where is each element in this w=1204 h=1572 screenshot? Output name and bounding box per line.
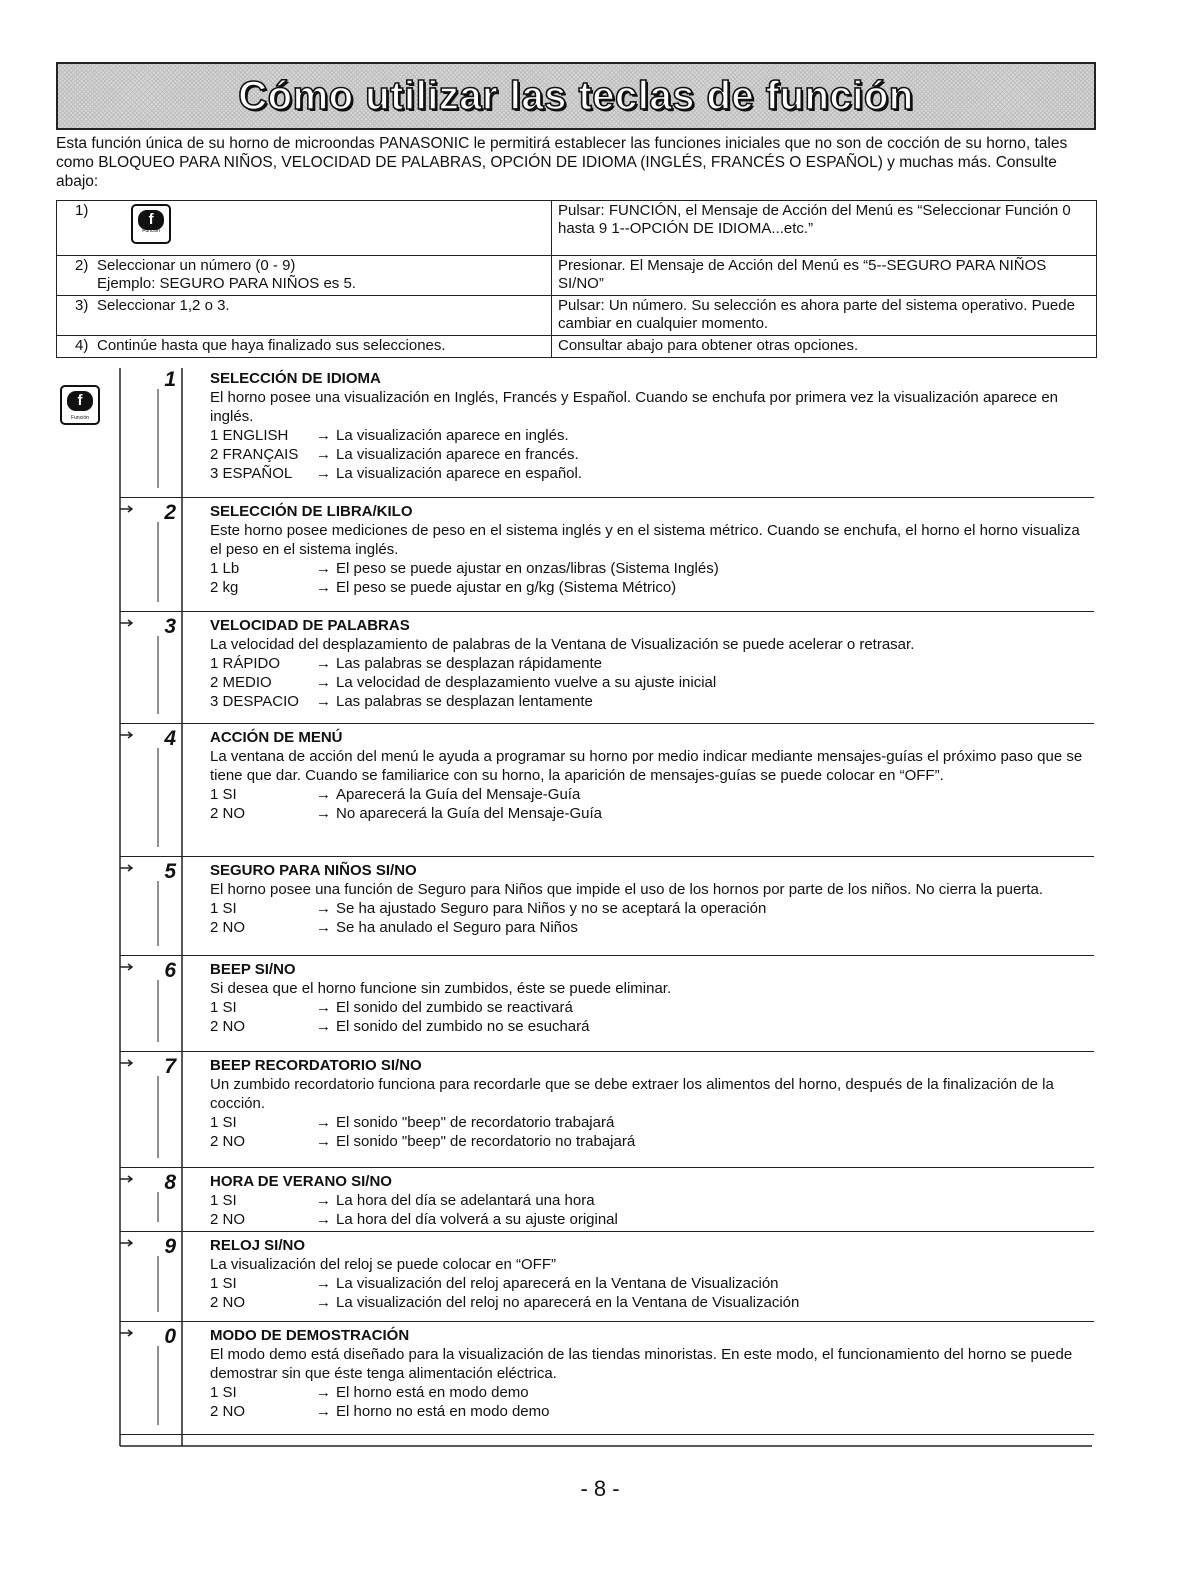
choice-row [210,804,1094,823]
option-description: Este horno posee mediciones de peso en el sistema inglés y en el sistema métrico. Cuando se enchufa, el horno el horno visualiza el peso en el sistema inglés. [210,522,1080,558]
choice-text: La visualización del reloj no aparecerá en la Ventana de Visualización [336,1294,800,1311]
choice-row [210,998,1094,1017]
option-description: La velocidad del desplazamiento de palabras de la Ventana de Visualización se puede acelerar o retrasar. [210,636,915,653]
arrow-icon: → [316,465,331,482]
choice-row [210,464,1094,483]
arrow-icon: → [316,805,331,822]
option-title: SELECCIÓN DE IDIOMA [210,370,381,387]
option-block [120,498,1094,612]
choice-text: El peso se puede ajustar en onzas/libras (Sistema Inglés) [336,560,719,577]
choice-row [210,899,1094,918]
arrow-icon: → [316,919,331,936]
choice-key: 1 SI [210,786,237,803]
choice-key: 2 NO [210,919,246,936]
option-number: 9 [164,1235,176,1258]
choice-text: La velocidad de desplazamiento vuelve a su ajuste inicial [336,674,717,691]
option-body [210,365,1094,483]
choice-text: La hora del día volverá a su ajuste original [336,1211,618,1228]
function-key-label: Función [142,228,161,234]
intro-paragraph: Esta función única de su horno de microondas PANASONIC le permitirá establecer las funciones iniciales que no son de cocción de su horno, tales como BLOQUEO PARA NIÑOS, VELOCIDAD DE PALABRAS, OPCIÓN DE IDIOMA (INGLÉS, FRANCÉS O ESPAÑOL) y muchas más. Consulte abajo: [56,135,1068,190]
option-number: 0 [164,1325,176,1348]
choice-text: La visualización aparece en inglés. [336,427,569,444]
choice-key: 1 SI [210,999,237,1016]
option-block [120,612,1094,724]
function-key-label: Función [71,415,89,421]
choice-row [210,918,1094,937]
option-title: RELOJ SI/NO [210,1237,306,1254]
step-number: 3) [75,297,89,314]
option-block [120,1322,1094,1435]
choice-text: El sonido del zumbido se reactivará [336,999,573,1016]
option-body [210,724,1094,823]
option-body [210,612,1094,711]
option-title: HORA DE VERANO SI/NO [210,1173,392,1190]
option-number: 3 [164,615,176,638]
step-right-cell: Consultar abajo para obtener otras opciones. [552,336,1097,358]
option-body [210,1232,1094,1312]
arrow-icon: → [316,1403,331,1420]
choice-text: El sonido del zumbido no se esuchará [336,1018,590,1035]
choice-text: El horno no está en modo demo [336,1403,550,1420]
function-key-glyph: f [138,210,164,230]
option-body [210,1168,1094,1229]
page-title: Cómo utilizar las teclas de función [238,73,914,118]
option-body [210,498,1094,597]
choice-key: 1 RÁPIDO [210,655,281,672]
arrow-icon: → [316,1384,331,1401]
step-instruction: Continúe hasta que haya finalizado sus selecciones. [97,337,446,354]
option-title: SEGURO PARA NIÑOS SI/NO [210,862,417,879]
choice-row [210,426,1094,445]
arrow-icon: → [316,674,331,691]
choice-row [210,559,1094,578]
option-block [120,956,1094,1052]
options-list [120,365,1094,1435]
arrow-icon: → [316,900,331,917]
arrow-icon: → [316,693,331,710]
choice-key: 3 DESPACIO [210,693,299,710]
choice-text: La visualización aparece en francés. [336,446,579,463]
arrow-icon: → [316,1275,331,1292]
step-number: 4) [75,337,89,354]
option-title: MODO DE DEMOSTRACIÓN [210,1327,410,1344]
choice-key: 1 ENGLISH [210,427,289,444]
option-description: Si desea que el horno funcione sin zumbidos, éste se puede eliminar. [210,980,672,997]
choice-key: 1 Lb [210,560,240,577]
choice-row [210,1113,1094,1132]
choice-text: Se ha ajustado Seguro para Niños y no se aceptará la operación [336,900,767,917]
option-number: 8 [164,1171,176,1194]
arrow-icon: → [316,560,331,577]
option-body [210,1052,1094,1151]
choice-row [210,1132,1094,1151]
choice-text: El peso se puede ajustar en g/kg (Sistema Métrico) [336,579,677,596]
option-description: El modo demo está diseñado para la visualización de las tiendas minoristas. En este modo, el funcionamiento del horno se puede demostrar sin que éste tenga alimentación eléctrica. [210,1346,1073,1382]
arrow-icon: → [316,579,331,596]
choice-row [210,785,1094,804]
arrow-icon: → [316,655,331,672]
option-block [120,1168,1094,1232]
option-title: BEEP SI/NO [210,961,296,978]
choice-key: 2 NO [210,1018,246,1035]
choice-row [210,1210,1094,1229]
option-number: 7 [164,1055,176,1078]
choice-key: 2 NO [210,1403,246,1420]
choice-text: El sonido "beep" de recordatorio no trabajará [336,1133,636,1150]
option-title: BEEP RECORDATORIO SI/NO [210,1057,422,1074]
arrow-icon: → [316,427,331,444]
choice-key: 2 NO [210,1294,246,1311]
arrow-icon: → [316,446,331,463]
choice-row [210,1191,1094,1210]
choice-key: 2 MEDIO [210,674,272,691]
choice-text: Las palabras se desplazan lentamente [336,693,593,710]
choice-row [210,1017,1094,1036]
option-number: 4 [164,727,176,750]
choice-text: El horno está en modo demo [336,1384,529,1401]
arrow-icon: → [316,1114,331,1131]
choice-key: 3 ESPAÑOL [210,465,293,482]
arrow-icon: → [316,1211,331,1228]
option-description: La visualización del reloj se puede colocar en “OFF” [210,1256,557,1273]
option-title: VELOCIDAD DE PALABRAS [210,617,410,634]
step-instruction: Seleccionar 1,2 o 3. [97,297,230,314]
option-body [210,857,1094,937]
choice-row [210,578,1094,597]
arrow-icon: → [316,1133,331,1150]
choice-text: El sonido "beep" de recordatorio trabajará [336,1114,615,1131]
step-right-cell: Pulsar: Un número. Su selección es ahora parte del sistema operativo. Puede cambiar en cualquier momento. [552,296,1097,336]
choice-key: 1 SI [210,1114,237,1131]
option-block [120,857,1094,956]
choice-row [210,1402,1094,1421]
choice-key: 2 NO [210,805,246,822]
option-description: El horno posee una visualización en Inglés, Francés y Español. Cuando se enchufa por primera vez la visualización aparece en inglés. [210,389,1058,425]
choice-row [210,654,1094,673]
arrow-icon: → [316,999,331,1016]
choice-text: Aparecerá la Guía del Mensaje-Guía [336,786,581,803]
step-example: Ejemplo: SEGURO PARA NIÑOS es 5. [97,275,356,292]
option-number: 6 [164,959,176,982]
option-body [210,956,1094,1036]
option-block [120,724,1094,857]
choice-text: La hora del día se adelantará una hora [336,1192,595,1209]
option-number: 1 [164,368,176,391]
choice-key: 1 SI [210,1192,237,1209]
choice-row [210,1293,1094,1312]
choice-key: 2 NO [210,1133,246,1150]
option-title: ACCIÓN DE MENÚ [210,729,343,746]
step-number: 1) [75,202,89,219]
option-body [210,1322,1094,1421]
option-block [120,1232,1094,1322]
option-block [120,1052,1094,1168]
choice-text: No aparecerá la Guía del Mensaje-Guía [336,805,602,822]
choice-key: 2 kg [210,579,239,596]
choice-text: Las palabras se desplazan rápidamente [336,655,603,672]
arrow-icon: → [316,1294,331,1311]
choice-key: 1 SI [210,1275,237,1292]
arrow-icon: → [316,786,331,803]
function-key-glyph: f [67,391,93,411]
step-number: 2) [75,257,89,274]
option-title: SELECCIÓN DE LIBRA/KILO [210,503,413,520]
page-number: - 8 - [580,1476,620,1501]
choice-row [210,1274,1094,1293]
option-description: La ventana de acción del menú le ayuda a programar su horno por medio indicar mediante mensajes-guías el próximo paso que se tiene que dar. Cuando se familiarice con su horno, la aparición de mensajes-guías se puede colocar en “OFF”. [210,748,1083,784]
option-number: 5 [164,860,176,883]
choice-key: 2 FRANÇAIS [210,446,299,463]
arrow-icon: → [316,1018,331,1035]
choice-key: 1 SI [210,1384,237,1401]
step-right-cell: Presionar. El Mensaje de Acción del Menú es “5--SEGURO PARA NIÑOS SI/NO” [552,256,1097,296]
arrow-icon: → [316,1192,331,1209]
choice-row [210,1383,1094,1402]
choice-text: La visualización del reloj aparecerá en la Ventana de Visualización [336,1275,779,1292]
choice-row [210,692,1094,711]
step-instruction: Seleccionar un número (0 - 9) [97,257,296,274]
choice-text: Se ha anulado el Seguro para Niños [336,919,578,936]
choice-key: 1 SI [210,900,237,917]
option-block [120,365,1094,498]
choice-row [210,673,1094,692]
choice-row [210,445,1094,464]
choice-text: La visualización aparece en español. [336,465,582,482]
option-description: Un zumbido recordatorio funciona para recordarle que se debe extraer los alimentos del horno, después de la finalización de la cocción. [210,1076,1054,1112]
step-right-cell: Pulsar: FUNCIÓN, el Mensaje de Acción del Menú es “Seleccionar Función 0 hasta 9 1--OPCIÓN DE IDIOMA...etc.” [552,201,1097,256]
option-number: 2 [164,501,176,524]
choice-key: 2 NO [210,1211,246,1228]
option-description: El horno posee una función de Seguro para Niños que impide el uso de los hornos por parte de los niños. No cierra la puerta. [210,881,1044,898]
